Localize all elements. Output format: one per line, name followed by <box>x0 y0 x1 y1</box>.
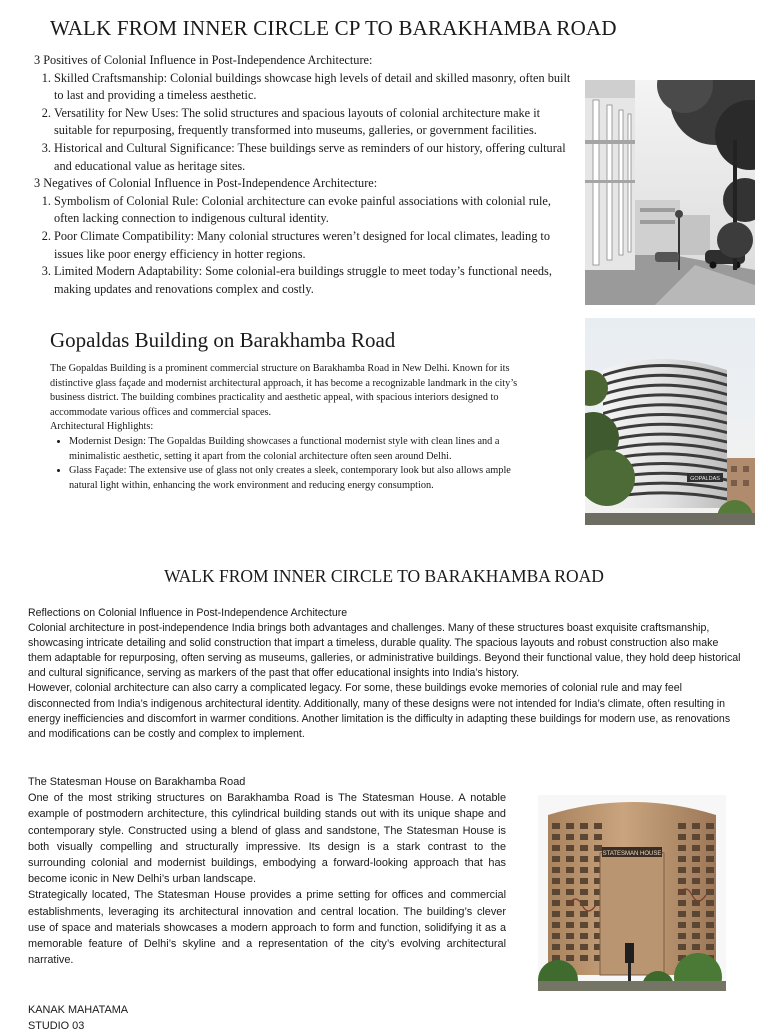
reflections-para-1: Colonial architecture in post-independence India brings both advantages and challenges. Many of these structures boast exquisite craftsmanship, showcasing intricate detailing and solid construction that impart a timeless, durable quality. The spacious layouts and robust construction also make them adaptable for repurposing, often serving as museums, galleries, or administrative buildings. Beyond their functional value, they hold deep historical and cultural significance, serving as markers of the past that offer educational insights into India’s history. <box>28 622 741 680</box>
connaught-place-photo <box>585 80 755 305</box>
gopaldas-building-photo <box>585 318 755 525</box>
page-title-walk-cp: WALK FROM INNER CIRCLE CP TO BARAKHAMBA ROAD <box>50 16 617 40</box>
author-name: KANAK MAHATAMA <box>28 1004 129 1016</box>
negatives-heading: 3 Negatives of Colonial Influence in Post-Independence Architecture: <box>34 176 378 191</box>
statesman-para-2: Strategically located, The Statesman House provides a prime setting for offices and commercial establishments, leveraging its architectural innovation and central location. The building’s clever use of space and materials showcases a modern approach to form and function, solidifying it as a memorable feature of Delhi’s skyline and a representation of the city’s evolving architectural narrative. <box>28 889 506 967</box>
list-item: 3. Historical and Cultural Significance: These buildings serve as reminders of our history, offering cultural and educational value as heritage sites. <box>54 140 579 175</box>
gopaldas-intro: The Gopaldas Building is a prominent commercial structure on Barakhamba Road in New Delhi. Known for its distinctive glass façade and modernist architectural approach, it has become a recognizable landmark in the city’s business district. The building combines practicality and aesthetic appeal, with spacious interiors designed to accommodate various offices and commercial spaces. <box>50 363 518 418</box>
gopaldas-title: Gopaldas Building on Barakhamba Road <box>50 328 396 352</box>
statesman-heading: The Statesman House on Barakhamba Road <box>28 776 246 788</box>
statesman-section <box>28 774 506 968</box>
statesman-sign-text: STATESMAN HOUSE <box>602 851 662 857</box>
gopaldas-section <box>50 362 530 493</box>
list-item: 2. Poor Climate Compatibility: Many colonial structures weren’t designed for local climates, leading to issues like poor energy efficiency in hotter regions. <box>54 228 579 263</box>
page-title-walk-inner-circle: WALK FROM INNER CIRCLE TO BARAKHAMBA ROAD <box>164 566 604 586</box>
list-item: • Modernist Design: The Gopaldas Building showcases a functional modernist style with clean lines and a minimalistic aesthetic, setting it apart from the colonial architecture often seen around Delhi. <box>69 435 530 464</box>
positives-list <box>34 70 579 176</box>
highlights-list <box>50 435 530 493</box>
statesman-para-1: One of the most striking structures on Barakhamba Road is The Statesman House. A notable example of postmodern architecture, this cylindrical building stands out with its unique shape and contemporary style. Constructed using a blend of glass and sandstone, The Statesman House is both visually compelling and structurally impressive. Its design is a stark contrast to the surrounding colonial and modernist buildings, embodying a forward-looking approach that has become iconic in New Delhi’s urban landscape. <box>28 792 506 886</box>
colonial-influence-lists <box>34 52 579 298</box>
studio-label: STUDIO 03 <box>28 1020 85 1032</box>
list-item: 1. Symbolism of Colonial Rule: Colonial architecture can evoke painful associations with colonial rule, often lacking connection to indigenous cultural identity. <box>54 193 579 228</box>
list-item: 2. Versatility for New Uses: The solid structures and spacious layouts of colonial architecture make it suitable for repurposing, frequently transformed into museums, galleries, or government facilities. <box>54 105 579 140</box>
reflections-section <box>28 606 742 742</box>
list-item: 1. Skilled Craftsmanship: Colonial buildings showcase high levels of detail and skilled masonry, often built to last and providing a timeless aesthetic. <box>54 70 579 105</box>
list-item: 3. Limited Modern Adaptability: Some colonial-era buildings struggle to meet today’s functional needs, making updates and renovations complex and costly. <box>54 263 579 298</box>
gopaldas-sign-text: GOPALDAS <box>690 476 720 482</box>
list-item: • Glass Façade: The extensive use of glass not only creates a sleek, contemporary look but also allows ample natural light within, enhancing the work environment and reducing energy consumption. <box>69 464 530 493</box>
author-block <box>28 1002 328 1034</box>
positives-heading: 3 Positives of Colonial Influence in Post-Independence Architecture: <box>34 53 373 67</box>
reflections-heading: Reflections on Colonial Influence in Post-Independence Architecture <box>28 607 348 619</box>
reflections-para-2: However, colonial architecture can also carry a complicated legacy. For some, these buildings evoke memories of colonial rule and may feel disconnected from India’s indigenous architectural identity. Additionally, many of these designs were not intended for India’s climate, often resulting in energy inefficiencies and discomfort in warmer conditions. Another limitation is the difficulty in adapting these buildings for modern use, as renovations and modifications can be costly and complex to implement. <box>28 682 731 740</box>
highlights-label: Architectural Highlights: <box>50 421 154 433</box>
statesman-house-photo <box>538 795 726 991</box>
negatives-list <box>34 193 579 299</box>
